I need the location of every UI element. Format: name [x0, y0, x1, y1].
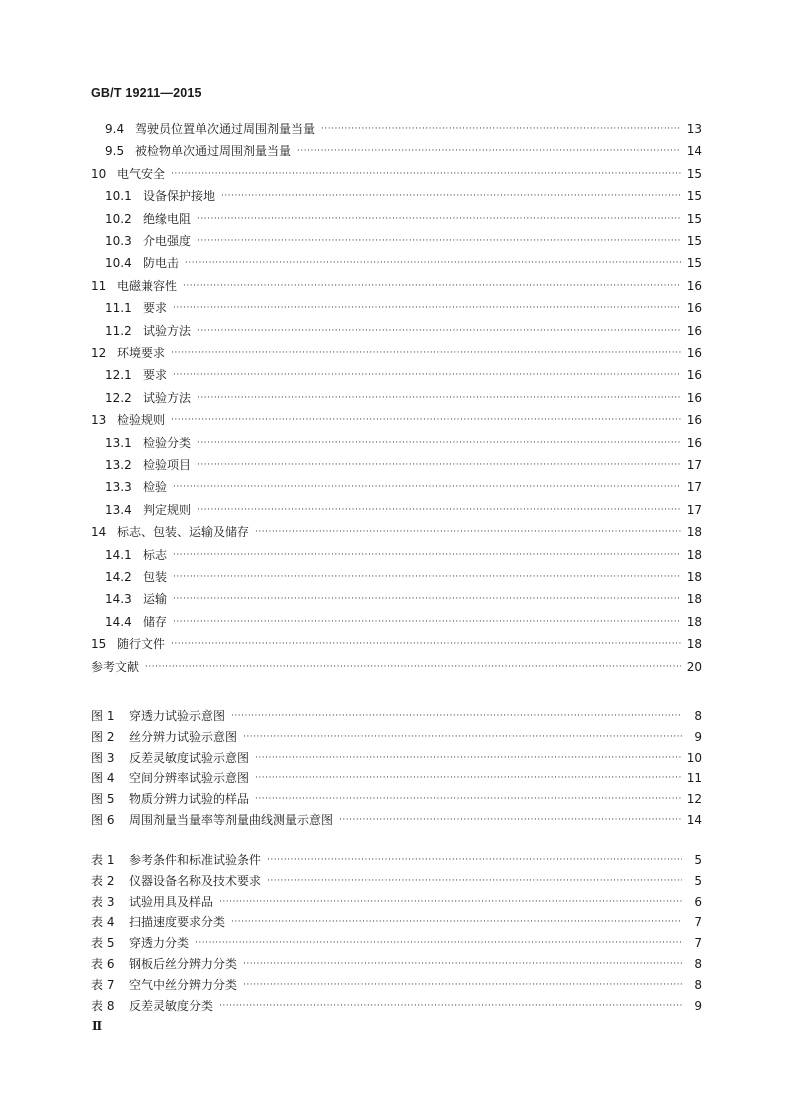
- toc-entry-page: 17: [686, 502, 702, 517]
- toc-entry-page: 16: [686, 413, 702, 428]
- toc-entry-page: 18: [686, 525, 702, 540]
- toc-entry-title: 电磁兼容性: [117, 278, 178, 293]
- toc-entry[interactable]: [105, 210, 702, 228]
- toc-entry-page: 15: [686, 256, 702, 271]
- toc-entry-page: 17: [686, 480, 702, 495]
- toc-entry-title: 环境要求: [117, 346, 166, 360]
- table-entry-page: 9: [694, 998, 702, 1013]
- figure-entry-leader: [231, 707, 682, 725]
- figure-entry[interactable]: [91, 728, 702, 746]
- toc-entry-number: 14.2: [105, 570, 132, 584]
- toc-entry-leader: [171, 411, 681, 429]
- table-entry-title: 钢板后丝分辨力分类: [129, 957, 238, 971]
- toc-entry-leader: [173, 568, 681, 586]
- toc-entry[interactable]: [105, 434, 702, 452]
- figure-entry-number: 图 6: [91, 813, 115, 827]
- figure-entry[interactable]: [91, 707, 702, 725]
- toc-entry-leader: [173, 590, 681, 608]
- toc-entry-page: 16: [686, 346, 702, 360]
- toc-entry-title: 设备保护接地: [143, 189, 216, 204]
- toc-entry-leader: [197, 389, 681, 407]
- toc-entry-number: 10.1: [105, 189, 132, 204]
- table-entry[interactable]: [91, 997, 702, 1015]
- toc-entry-title: 判定规则: [143, 502, 192, 517]
- toc-entry-leader: [173, 546, 681, 564]
- toc-entry-number: 9.4: [105, 122, 125, 136]
- toc-entry[interactable]: [91, 523, 702, 541]
- toc-entry-title: 标志: [143, 547, 168, 562]
- toc-entry[interactable]: [105, 322, 702, 340]
- toc-entry-title: 随行文件: [117, 637, 166, 652]
- toc-entry[interactable]: [105, 232, 702, 250]
- toc-entry-leader: [321, 120, 681, 138]
- toc-entry-leader: [221, 187, 681, 205]
- toc-entry-page: 16: [686, 368, 702, 383]
- figure-entry-page: 8: [694, 709, 702, 723]
- table-entry-page: 8: [694, 977, 702, 992]
- figure-entry-title: 穿透力试验示意图: [129, 709, 226, 723]
- toc-entry-title: 试验方法: [143, 323, 192, 338]
- toc-entry-leader: [173, 613, 681, 631]
- toc-entry-number: 10.3: [105, 234, 132, 248]
- toc-entry-leader: [173, 478, 681, 496]
- toc-entry[interactable]: [105, 366, 702, 384]
- toc-entry-number: 14: [91, 525, 107, 540]
- figure-entry-number: 图 5: [91, 792, 115, 807]
- figure-entry-leader: [255, 790, 681, 808]
- toc-entry-page: 16: [686, 435, 702, 450]
- figure-entry-title: 物质分辨力试验的样品: [129, 792, 250, 807]
- toc-entry-number: 14.4: [105, 614, 132, 629]
- table-entry-number: 表 6: [91, 957, 115, 971]
- toc-entry[interactable]: [105, 501, 702, 519]
- toc-entry-page: 13: [686, 122, 702, 136]
- toc-entry-leader: [197, 232, 681, 250]
- toc-entry[interactable]: [91, 658, 702, 676]
- table-entry[interactable]: [91, 851, 702, 869]
- figure-entry[interactable]: [91, 811, 702, 829]
- toc-entry-leader: [173, 366, 681, 384]
- table-entry-page: 7: [694, 936, 702, 951]
- toc-entry-title: 参考文献: [91, 659, 140, 674]
- toc-entry-number: 15: [91, 637, 107, 652]
- toc-entry[interactable]: [91, 411, 702, 429]
- table-entry[interactable]: [91, 893, 702, 911]
- figure-entry[interactable]: [91, 749, 702, 767]
- figure-entry-number: 图 3: [91, 750, 115, 765]
- toc-entry-number: 12.2: [105, 390, 132, 405]
- table-entry[interactable]: [91, 872, 702, 890]
- toc-entry[interactable]: [105, 299, 702, 317]
- toc-entry-leader: [185, 254, 681, 272]
- table-entry-number: 表 4: [91, 915, 115, 930]
- toc-entry-leader: [171, 635, 681, 653]
- table-entry-leader: [219, 893, 682, 911]
- toc-entry-leader: [197, 322, 681, 340]
- toc-entry-title: 储存: [143, 614, 168, 629]
- figure-entry-leader: [243, 728, 682, 746]
- toc-entry[interactable]: [105, 142, 702, 160]
- toc-entry-title: 电气安全: [117, 166, 166, 181]
- table-entry-title: 仪器设备名称及技术要求: [129, 873, 262, 888]
- toc-entry-title: 运输: [143, 592, 168, 607]
- toc-entry-leader: [197, 210, 681, 228]
- table-entry[interactable]: [91, 913, 702, 931]
- table-entry-leader: [219, 997, 682, 1015]
- figure-entry[interactable]: [91, 769, 702, 787]
- toc-entry-number: 13.4: [105, 502, 132, 517]
- toc-entry-number: 10.2: [105, 211, 132, 226]
- toc-entry-page: 18: [686, 570, 702, 584]
- toc-entry-leader: [197, 456, 681, 474]
- table-entry-leader: [267, 872, 682, 890]
- toc-entry-page: 18: [686, 637, 702, 652]
- toc-entry-page: 15: [686, 166, 702, 181]
- toc-entry-title: 要求: [143, 301, 168, 316]
- toc-entry[interactable]: [105, 254, 702, 272]
- table-entry-leader: [231, 913, 682, 931]
- toc-entry-leader: [255, 523, 681, 541]
- toc-entry-page: 18: [686, 592, 702, 607]
- toc-entry-title: 包装: [143, 570, 168, 584]
- table-entry-title: 反差灵敏度分类: [129, 998, 214, 1013]
- toc-entry-title: 检验: [143, 480, 168, 495]
- page-number: Ⅱ: [92, 1019, 103, 1033]
- toc-entry-number: 11: [91, 278, 107, 293]
- toc-entry-leader: [183, 277, 681, 295]
- toc-entry-number: 12: [91, 346, 107, 360]
- figure-entry-page: 12: [686, 792, 702, 807]
- table-entry-leader: [267, 851, 682, 869]
- figure-entry-page: 10: [686, 750, 702, 765]
- figure-entry-leader: [339, 811, 681, 829]
- table-entry-title: 参考条件和标准试验条件: [129, 853, 262, 867]
- table-entry-page: 6: [694, 894, 702, 909]
- toc-entry[interactable]: [91, 277, 702, 295]
- table-entry-page: 5: [694, 853, 702, 867]
- toc-entry-page: 14: [686, 144, 702, 159]
- table-entry-page: 7: [694, 915, 702, 930]
- figure-entry-number: 图 1: [91, 709, 115, 723]
- toc-entry-page: 16: [686, 278, 702, 293]
- toc-entry-title: 要求: [143, 368, 168, 383]
- toc-entry-leader: [197, 501, 681, 519]
- toc-entry-title: 检验规则: [117, 413, 166, 428]
- figure-entry-page: 9: [694, 729, 702, 744]
- toc-entry-page: 16: [686, 301, 702, 316]
- toc-entry-number: 11.2: [105, 323, 132, 338]
- toc-entry-number: 13.2: [105, 458, 132, 472]
- toc-entry-title: 试验方法: [143, 390, 192, 405]
- toc-entry-page: 16: [686, 323, 702, 338]
- toc-entry[interactable]: [105, 120, 702, 138]
- table-entry[interactable]: [91, 955, 702, 973]
- toc-entry[interactable]: [91, 344, 702, 362]
- table-entry-number: 表 8: [91, 998, 115, 1013]
- toc-entry-leader: [197, 434, 681, 452]
- toc-entry-title: 被检物单次通过周围剂量当量: [135, 144, 292, 159]
- toc-entry-page: 18: [686, 547, 702, 562]
- toc-entry-title: 介电强度: [143, 234, 192, 248]
- toc-entry-number: 10.4: [105, 256, 132, 271]
- figure-entry-number: 图 2: [91, 729, 115, 744]
- table-entry-leader: [243, 955, 682, 973]
- toc-entry[interactable]: [105, 389, 702, 407]
- toc-entry-number: 10: [91, 166, 107, 181]
- toc-entry-number: 14.1: [105, 547, 132, 562]
- table-entry-number: 表 2: [91, 873, 115, 888]
- toc-entry-title: 绝缘电阻: [143, 211, 192, 226]
- toc-entry-page: 15: [686, 211, 702, 226]
- toc-entry-number: 13.1: [105, 435, 132, 450]
- toc-entry-number: 13.3: [105, 480, 132, 495]
- table-entry-number: 表 7: [91, 977, 115, 992]
- toc-entry[interactable]: [105, 568, 702, 586]
- toc-entry-leader: [145, 658, 681, 676]
- toc-entry[interactable]: [105, 546, 702, 564]
- table-entry-leader: [195, 934, 682, 952]
- table-entry[interactable]: [91, 976, 702, 994]
- toc-entry-page: 15: [686, 234, 702, 248]
- figure-entry-title: 周围剂量当量率等剂量曲线测量示意图: [129, 813, 334, 827]
- figure-entry-page: 11: [686, 771, 702, 786]
- toc-entry-title: 驾驶员位置单次通过周围剂量当量: [135, 122, 316, 136]
- table-entry-title: 穿透力分类: [129, 936, 190, 951]
- table-entry-page: 5: [694, 873, 702, 888]
- table-entry-title: 空气中丝分辨力分类: [129, 977, 238, 992]
- toc-entry-number: 13: [91, 413, 107, 428]
- toc-entry-number: 12.1: [105, 368, 132, 383]
- toc-entry-leader: [171, 344, 681, 362]
- table-entry-leader: [243, 976, 682, 994]
- toc-entry-leader: [297, 142, 681, 160]
- toc-entry[interactable]: [105, 456, 702, 474]
- figure-entry-leader: [255, 769, 681, 787]
- toc-entry-title: 标志、包装、运输及储存: [117, 525, 250, 540]
- table-entry-title: 扫描速度要求分类: [129, 915, 226, 930]
- toc-entry-title: 防电击: [143, 256, 180, 271]
- toc-entry-page: 15: [686, 189, 702, 204]
- toc-entry-page: 18: [686, 614, 702, 629]
- toc-entry[interactable]: [91, 635, 702, 653]
- toc-entry-leader: [173, 299, 681, 317]
- toc-entry-page: 16: [686, 390, 702, 405]
- table-entry-title: 试验用具及样品: [129, 894, 214, 909]
- toc-entry[interactable]: [105, 590, 702, 608]
- toc-entry-leader: [171, 165, 681, 183]
- document-id: GB/T 19211—2015: [91, 86, 202, 100]
- toc-entry[interactable]: [105, 187, 702, 205]
- toc-entry-number: 11.1: [105, 301, 132, 316]
- figure-entry-page: 14: [686, 813, 702, 827]
- figure-entry-title: 空间分辨率试验示意图: [129, 771, 250, 786]
- table-entry-number: 表 1: [91, 853, 115, 867]
- figure-entry-title: 反差灵敏度试验示意图: [129, 750, 250, 765]
- table-entry[interactable]: [91, 934, 702, 952]
- toc-entry[interactable]: [105, 478, 702, 496]
- toc-entry-number: 14.3: [105, 592, 132, 607]
- figure-entry[interactable]: [91, 790, 702, 808]
- toc-entry-title: 检验项目: [143, 458, 192, 472]
- table-entry-number: 表 5: [91, 936, 115, 951]
- table-entry-page: 8: [694, 957, 702, 971]
- toc-entry[interactable]: [105, 613, 702, 631]
- toc-entry-title: 检验分类: [143, 435, 192, 450]
- toc-entry-page: 17: [686, 458, 702, 472]
- toc-entry[interactable]: [91, 165, 702, 183]
- toc-entry-page: 20: [686, 659, 702, 674]
- table-entry-number: 表 3: [91, 894, 115, 909]
- figure-entry-title: 丝分辨力试验示意图: [129, 729, 238, 744]
- figure-entry-leader: [255, 749, 681, 767]
- figure-entry-number: 图 4: [91, 771, 115, 786]
- toc-entry-number: 9.5: [105, 144, 125, 159]
